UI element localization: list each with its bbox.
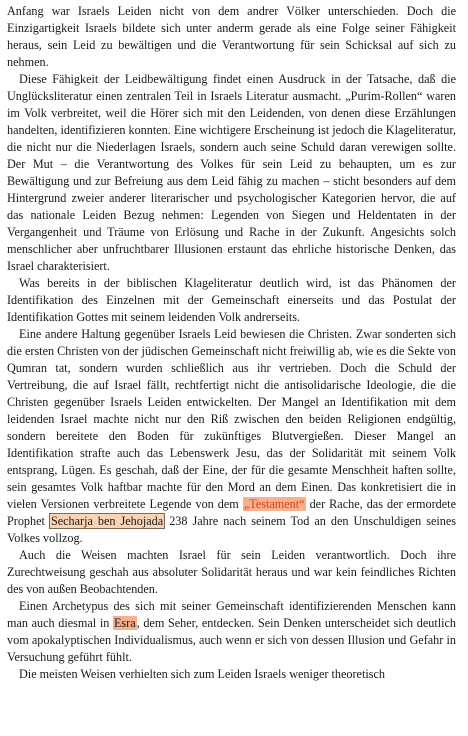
paragraph-4 — [7, 326, 456, 547]
paragraph-6-text-end: , dem Seher, entdecken. Sein Denken unterscheidet sich deutlich vom apokalyptischen Individualismus, auch wenn er sich von dessen Illusion und Gefahr in Versuchung geführt fühlt. — [7, 616, 456, 664]
paragraph-4-text-end: 238 Jahre nach seinem Tod an den Unschuldigen seines Volkes vollzog. — [7, 514, 456, 545]
paragraph-1: Anfang war Israels Leiden nicht von dem andrer Völker unterschieden. Doch die Einzigartigkeit Israels bildete sich unter anderm gerade als eine Folge seiner Fähigkeit heraus, sein Leid zu bewältigen und die Verantwortung für sein Schicksal auf sich zu nehmen. — [7, 4, 456, 69]
paragraph-4-text-start: Eine andere Haltung gegenüber Israels Leid bewiesen die Christen. Zwar sonderten sich die ersten Christen von der jüdischen Gemeinschaft nicht freiwillig ab, wie es die Sekte von Qumran tat, sondern wurden schließlich aus ihr vertrieben. Doch die Schuld der Vertreibung, die auf Israel fällt, rechtfertigt nicht die antisolidarische Ideologie, die die Christen gegenüber Israels Leiden entwickelten. Der Mangel an Identifikation mit dem leidenden Israel machte nicht nur den Riß zwischen den beiden Religionen endgültig, sondern bereitete den Boden für zukünftiges Blutvergießen. Dieser Mangel an Identifikation strafte auch das Lebenswerk Jesu, das der Solidarität mit seinem Volk entsprang, Lügen. Es geschah, daß der Eine, der für die gesamte Menschheit haften sollte, sein gesamtes Volk haftbar machte für den Mord an dem Einen. Das konkretisiert die in vielen Versionen verbreitete Legende von dem — [7, 327, 456, 511]
paragraph-4-text-middle: der Rache, das der ermordete Prophet — [7, 497, 456, 528]
paragraph-7: Die meisten Weisen verhielten sich zum Leiden Israels weniger theoretisch — [19, 667, 385, 681]
document-page — [7, 3, 456, 683]
highlight-secharja[interactable]: Secharja ben Jehojada — [50, 514, 164, 528]
highlight-testament[interactable]: „Testament“ — [243, 497, 305, 511]
paragraph-2: Diese Fähigkeit der Leidbewältigung findet einen Ausdruck in der Tatsache, daß die Unglücksliteratur einen zentralen Teil in Israels Literatur ausmacht. „Purim-Rollen“ waren im Volk verbreitet, weil die Hörer sich mit den Leidenden, von denen diese Erzählungen handelten, identifizieren konnten. Eine wichtigere Erscheinung ist jedoch die Klageliteratur, die nicht nur die Niederlagen Israels, sondern auch seine Schuld daran verewigen sollte. Der Mut – die Verantwortung des Volkes für sein Leid zu behaupten, um es zur Bewältigung und zur Befreiung aus dem Leid fähig zu machen – sticht besonders auf dem Hintergrund zweier anderer literarischer und psychologischer Kategorien hervor, die auf das nationale Leiden Bezug nehmen: Legenden von Siegen und Heldentaten in der Vergangenheit und Träume von Erlösung und Rache in der Zukunft. Angesichts solch menschlicher aber unfruchtbarer Illusionen erstaunt das ehrliche historische Denken, das Israel charakterisiert. — [7, 72, 456, 273]
paragraph-6 — [7, 598, 456, 666]
paragraph-3: Was bereits in der biblischen Klageliteratur deutlich wird, ist das Phänomen der Identifikation des Einzelnen mit der Gemeinschaft einerseits und das Postulat der Identifikation Gottes mit seinem leidenden Volk andrerseits. — [7, 276, 456, 324]
paragraph-5: Auch die Weisen machten Israel für sein Leiden verantwortlich. Doch ihre Zurechtweisung geschah aus absoluter Solidarität heraus und war kein feindliches Richten des von außen Beobachtenden. — [7, 548, 456, 596]
highlight-esra[interactable]: Esra — [113, 616, 136, 630]
paragraph-6-text-start: Einen Archetypus des sich mit seiner Gemeinschaft identifizierenden Menschen kann man auch diesmal in — [7, 599, 456, 630]
